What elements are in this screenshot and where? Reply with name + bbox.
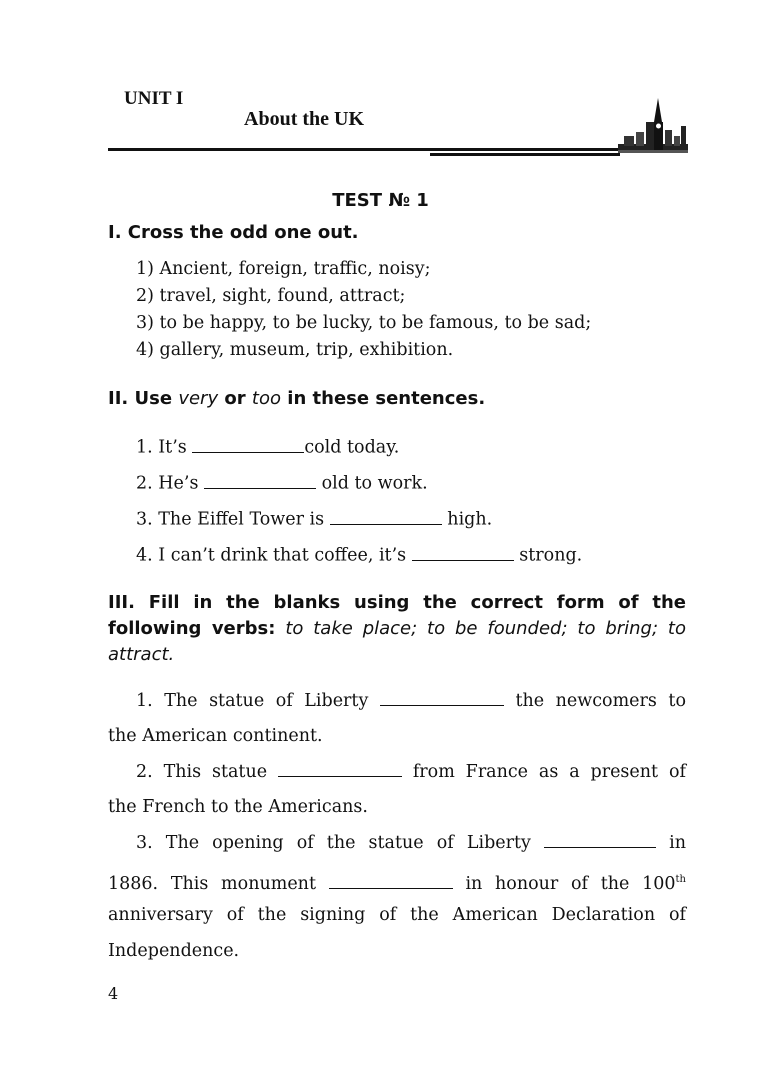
test-title: TEST № 1	[332, 190, 429, 211]
paragraph-3-line-1	[108, 826, 686, 862]
big-ben-skyline-icon	[618, 92, 688, 158]
unit-title: About the UK	[244, 108, 365, 130]
superscript: th	[675, 874, 686, 885]
list-item: 4) gallery, museum, trip, exhibition.	[136, 340, 454, 360]
answer-blank[interactable]	[380, 688, 504, 707]
page-number: 4	[108, 984, 119, 1003]
list-item: 3) to be happy, to be lucky, to be famous, to be sad;	[136, 313, 592, 333]
section-3-verbs: to take place; to be founded; to bring; to attract.	[108, 618, 686, 665]
paragraph-3-line-2	[108, 862, 686, 902]
para-text: in honour of the 100	[465, 873, 676, 894]
list-item: 1) Ancient, foreign, traffic, noisy;	[136, 259, 431, 279]
paragraph-2-line-1	[108, 755, 686, 791]
header-rule-lower	[430, 153, 620, 156]
section-3-heading	[108, 590, 686, 668]
para-text: 1. The statue of Liberty	[136, 691, 369, 711]
paragraph-3-line-3: anniversary of the signing of the American Declaration of	[108, 905, 686, 925]
list-item: 2) travel, sight, found, attract;	[136, 286, 406, 306]
sentence-1	[136, 434, 399, 458]
answer-blank[interactable]	[412, 542, 514, 561]
sentence-text: 2. He’s	[136, 473, 199, 494]
sentence-text: high.	[447, 509, 493, 530]
para-text: 2. This statue	[136, 762, 268, 782]
section-1-heading: I. Cross the odd one out.	[108, 222, 359, 243]
word-or: or	[224, 388, 246, 409]
answer-blank[interactable]	[544, 830, 656, 849]
answer-blank[interactable]	[329, 870, 453, 889]
answer-blank[interactable]	[192, 434, 304, 453]
sentence-2	[136, 470, 428, 494]
word-too: too	[251, 388, 282, 409]
sentence-text: cold today.	[304, 437, 400, 458]
para-text: in	[669, 833, 686, 853]
sentence-text: old to work.	[321, 473, 428, 494]
answer-blank[interactable]	[330, 506, 442, 525]
paragraph-1-line-1	[108, 684, 686, 720]
heading-prefix: II. Use	[108, 388, 173, 409]
answer-blank[interactable]	[278, 759, 402, 778]
sentence-text: 4. I can’t drink that coffee, it’s	[136, 545, 407, 566]
paragraph-1-line-2: the American continent.	[108, 726, 323, 746]
sentence-text: strong.	[519, 545, 583, 566]
sentence-4	[136, 542, 582, 566]
para-text	[465, 874, 686, 894]
para-text: 3. The opening of the statue of Liberty	[136, 833, 531, 853]
section-2-heading	[108, 388, 485, 409]
paragraph-3-line-4: Independence.	[108, 941, 240, 961]
header-rule	[108, 148, 620, 151]
unit-label: UNIT I	[124, 88, 184, 109]
word-very: very	[178, 388, 219, 409]
paragraph-2-line-2: the French to the Americans.	[108, 797, 368, 817]
sentence-3	[136, 506, 492, 530]
sentence-text: 3. The Eiffel Tower is	[136, 509, 325, 530]
answer-blank[interactable]	[204, 470, 316, 489]
para-text: 1886. This monument	[108, 873, 316, 894]
section-3-heading-text: III. Fill in the blanks using the correct form of the following verbs:	[108, 592, 686, 639]
para-text: from France as a present of	[412, 762, 686, 782]
heading-suffix: in these sentences.	[287, 388, 486, 409]
sentence-text: 1. It’s	[136, 437, 187, 458]
para-text: the newcomers to	[515, 691, 686, 711]
